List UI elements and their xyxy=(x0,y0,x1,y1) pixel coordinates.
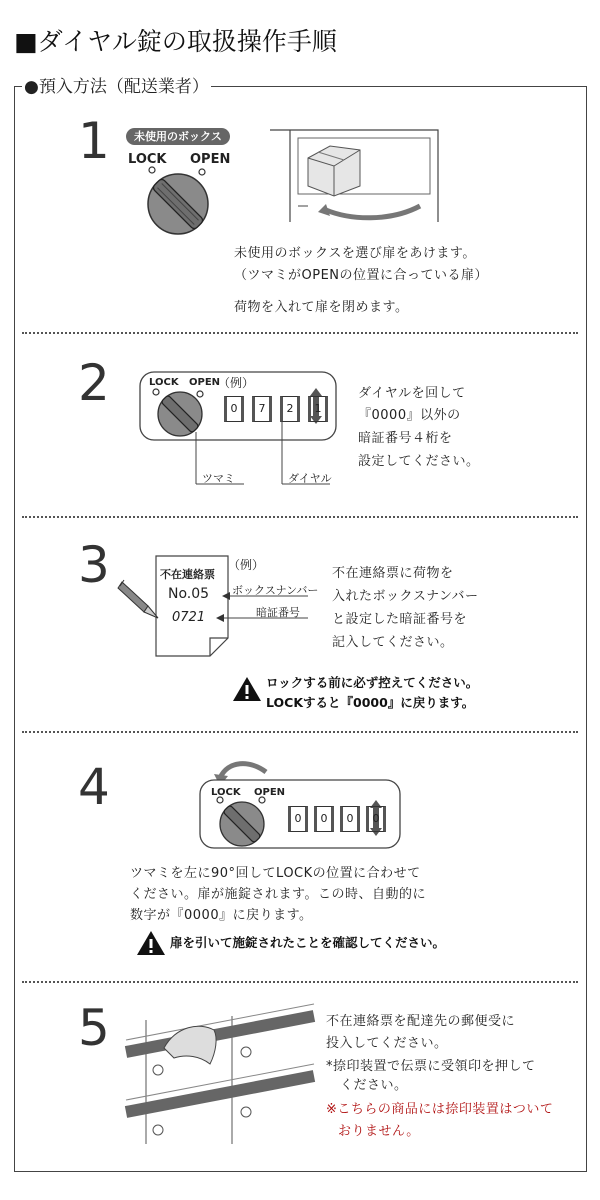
step-3-line-3: と設定した暗証番号を xyxy=(332,612,468,627)
dial-digit: 7 xyxy=(252,396,272,422)
warning-text-2: LOCKすると『0000』に戻ります。 xyxy=(266,695,475,710)
step-1-text-3: 荷物を入れて扉を閉めます。 xyxy=(234,300,409,315)
open-label: OPEN xyxy=(190,152,231,167)
dial-digit: 0 xyxy=(224,396,244,422)
step-1-text-2: （ツマミがOPENの位置に合っている扉） xyxy=(234,268,489,283)
step-1-number: 1 xyxy=(78,112,110,170)
step-3-line-1: 不在連絡票に荷物を xyxy=(332,566,454,581)
lock-label: LOCK xyxy=(149,377,179,388)
separator xyxy=(22,731,578,733)
example-label: （例） xyxy=(218,376,255,390)
lock-label: LOCK xyxy=(211,787,241,798)
dial-digit: 2 xyxy=(280,396,300,422)
step-5-line-1: 不在連絡票を配達先の郵便受に xyxy=(326,1014,516,1029)
pin-label: 暗証番号 xyxy=(256,606,300,619)
step-5-number: 5 xyxy=(78,999,110,1057)
example-label: （例） xyxy=(228,558,265,572)
open-label: OPEN xyxy=(254,787,286,798)
mailbox-illustration xyxy=(126,1012,316,1146)
warning-text: 扉を引いて施錠されたことを確認してください。 xyxy=(170,935,446,950)
separator xyxy=(22,516,578,518)
step-5-red-note-1: ※こちらの商品には捺印装置はついて xyxy=(326,1102,554,1117)
slip-pin: 0721 xyxy=(172,610,206,625)
step-1-text-1: 未使用のボックスを選び扉をあけます。 xyxy=(234,246,476,261)
step-2-line-4: 設定してください。 xyxy=(358,454,480,469)
tsumami-label: ツマミ xyxy=(202,472,235,485)
step-5-note-1: *捺印装置で伝票に受領印を押して xyxy=(326,1059,536,1074)
dial-digit: 1 xyxy=(308,396,328,422)
warning-icon xyxy=(232,676,262,702)
dial-label: ダイヤル xyxy=(288,472,332,485)
step-4-number: 4 xyxy=(78,758,110,816)
dial-digits xyxy=(288,806,386,832)
step-2-line-2: 『0000』以外の xyxy=(358,408,461,423)
step-5-line-2: 投入してください。 xyxy=(326,1036,448,1051)
separator xyxy=(22,981,578,983)
warning-icon xyxy=(136,930,166,956)
step-3-line-2: 入れたボックスナンバー xyxy=(332,589,479,604)
step-3-line-4: 記入してください。 xyxy=(332,635,454,650)
dial-digit: 0 xyxy=(288,806,308,832)
warning-text-1: ロックする前に必ず控えてください。 xyxy=(266,675,479,690)
dial-knob-illustration xyxy=(142,164,222,244)
dial-digit: 0 xyxy=(340,806,360,832)
slip-box-number: No.05 xyxy=(168,586,210,602)
unused-box-badge-text: 未使用のボックス xyxy=(134,130,222,143)
step-3-number: 3 xyxy=(78,536,110,594)
slip-title: 不在連絡票 xyxy=(160,568,215,581)
open-label: OPEN xyxy=(189,377,221,388)
step-5-red-note-2: おりません。 xyxy=(338,1124,420,1139)
step-2-line-3: 暗証番号４桁を xyxy=(358,431,453,446)
lock-label: LOCK xyxy=(128,152,167,167)
step-4-line-2: ください。扉が施錠されます。この時、自動的に xyxy=(130,887,426,902)
section-label: ●預入方法（配送業者） xyxy=(22,72,211,97)
separator xyxy=(22,332,578,334)
step-4-line-1: ツマミを左に90°回してLOCKの位置に合わせて xyxy=(130,866,421,881)
dial-digit: 0 xyxy=(366,806,386,832)
step-4-line-3: 数字が『0000』に戻ります。 xyxy=(130,908,313,923)
dial-digits xyxy=(224,396,328,422)
step-5-note-2: ください。 xyxy=(340,1078,408,1093)
step-2-number: 2 xyxy=(78,354,110,412)
locker-box-illustration xyxy=(270,124,450,224)
box-number-label: ボックスナンバー xyxy=(232,584,319,597)
step-2-line-1: ダイヤルを回して xyxy=(358,386,466,401)
page-title: ■ダイヤル錠の取扱操作手順 xyxy=(14,27,337,56)
dial-digit: 0 xyxy=(314,806,334,832)
